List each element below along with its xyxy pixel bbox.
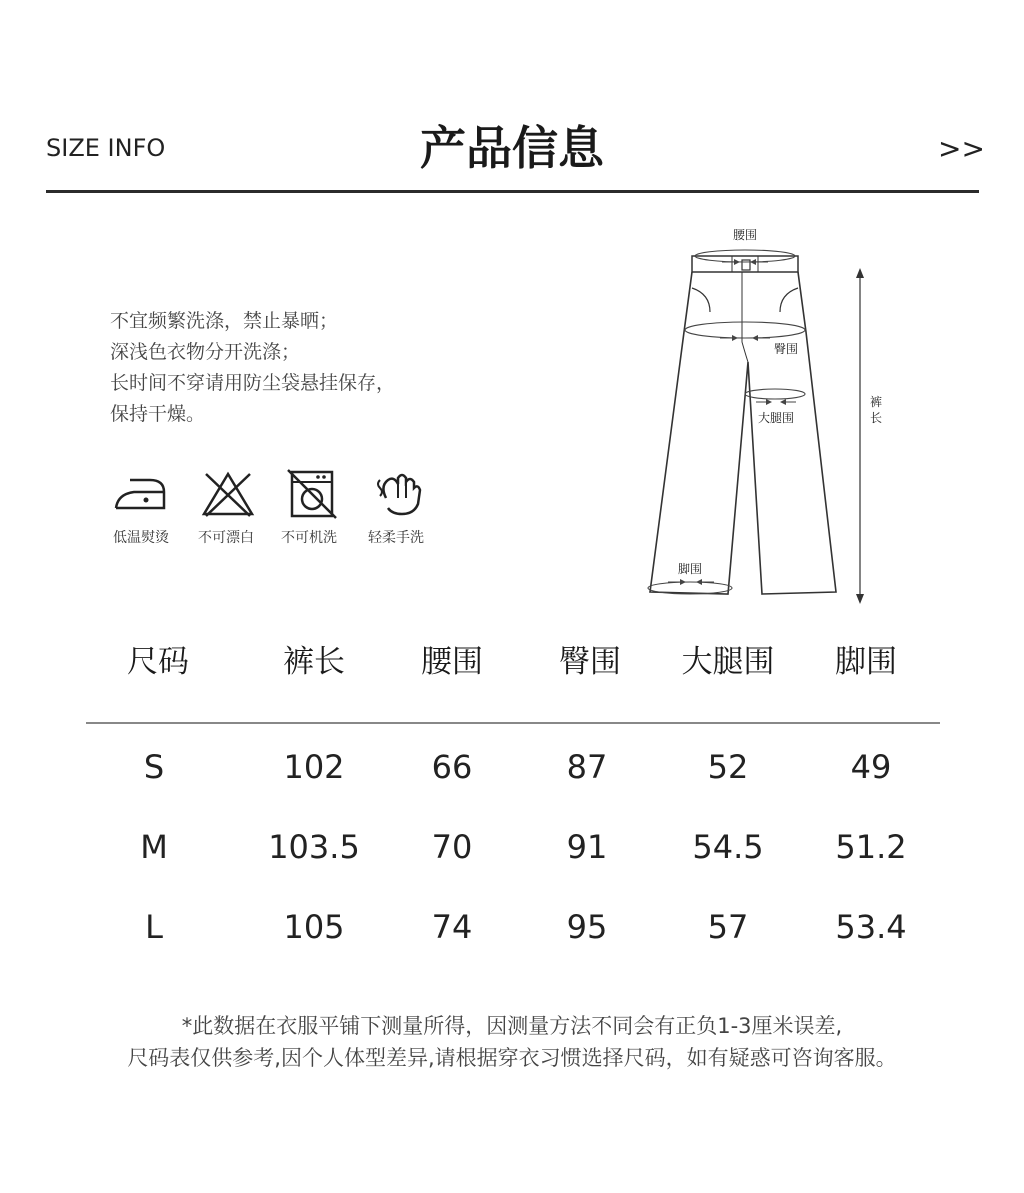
table-cell: 87 [566, 748, 608, 786]
hip-label: 臀围 [774, 342, 799, 356]
header-divider [46, 190, 979, 193]
col-header-waist: 腰围 [421, 644, 483, 680]
table-cell: 57 [707, 908, 749, 946]
care-label-iron: 低温熨烫 [113, 530, 169, 546]
table-cell: 54.5 [692, 828, 764, 866]
thigh-label: 大腿围 [757, 411, 795, 425]
table-cell: 91 [566, 828, 608, 866]
table-cell: 105 [283, 908, 345, 946]
pants-diagram [630, 222, 900, 612]
col-header-length: 裤长 [283, 644, 345, 680]
table-cell: 102 [283, 748, 345, 786]
note-line: *此数据在衣服平铺下测量所得，因测量方法不同会有正负1-3厘米误差, [181, 1014, 843, 1038]
col-header-hip: 臀围 [559, 644, 621, 680]
no-machine-wash-icon [282, 468, 342, 520]
disclaimer-note [0, 1010, 1024, 1074]
table-cell: 53.4 [835, 908, 907, 946]
table-cell: 52 [707, 748, 749, 786]
care-label-no-machine-wash: 不可机洗 [281, 530, 337, 546]
care-line: 不宜频繁洗涤，禁止暴晒； [110, 310, 339, 332]
care-label-no-bleach: 不可漂白 [198, 530, 254, 546]
table-cell: 51.2 [835, 828, 907, 866]
col-header-size: 尺码 [127, 644, 189, 680]
page-title: 产品信息 [420, 121, 604, 175]
table-cell: 103.5 [268, 828, 360, 866]
table-cell: L [145, 908, 163, 946]
size-info-label: SIZE INFO [46, 134, 166, 162]
iron-icon [110, 468, 170, 520]
table-cell: 66 [431, 748, 473, 786]
col-header-hem: 脚围 [835, 644, 897, 680]
waist-label: 腰围 [732, 228, 758, 242]
hand-wash-icon [368, 468, 428, 520]
table-cell: 95 [566, 908, 608, 946]
table-divider [86, 722, 940, 724]
no-bleach-icon [198, 468, 258, 520]
table-cell: S [143, 748, 165, 786]
next-arrow: >> [938, 132, 985, 165]
care-line: 长时间不穿请用防尘袋悬挂保存， [110, 372, 396, 394]
care-instructions [110, 306, 395, 430]
col-header-thigh: 大腿围 [681, 644, 775, 680]
table-cell: M [140, 828, 168, 866]
care-label-hand-wash: 轻柔手洗 [368, 530, 424, 546]
length-label-bottom: 长 [869, 411, 883, 425]
care-line: 保持干燥。 [110, 403, 206, 425]
care-line: 深浅色衣物分开洗涤； [110, 341, 301, 363]
table-cell: 74 [431, 908, 473, 946]
note-line: 尺码表仅供参考,因个人体型差异,请根据穿衣习惯选择尺码，如有疑惑可咨询客服。 [127, 1046, 897, 1070]
length-label-top: 裤 [869, 395, 883, 409]
table-cell: 49 [850, 748, 892, 786]
hem-label: 脚围 [677, 562, 703, 576]
table-cell: 70 [431, 828, 473, 866]
